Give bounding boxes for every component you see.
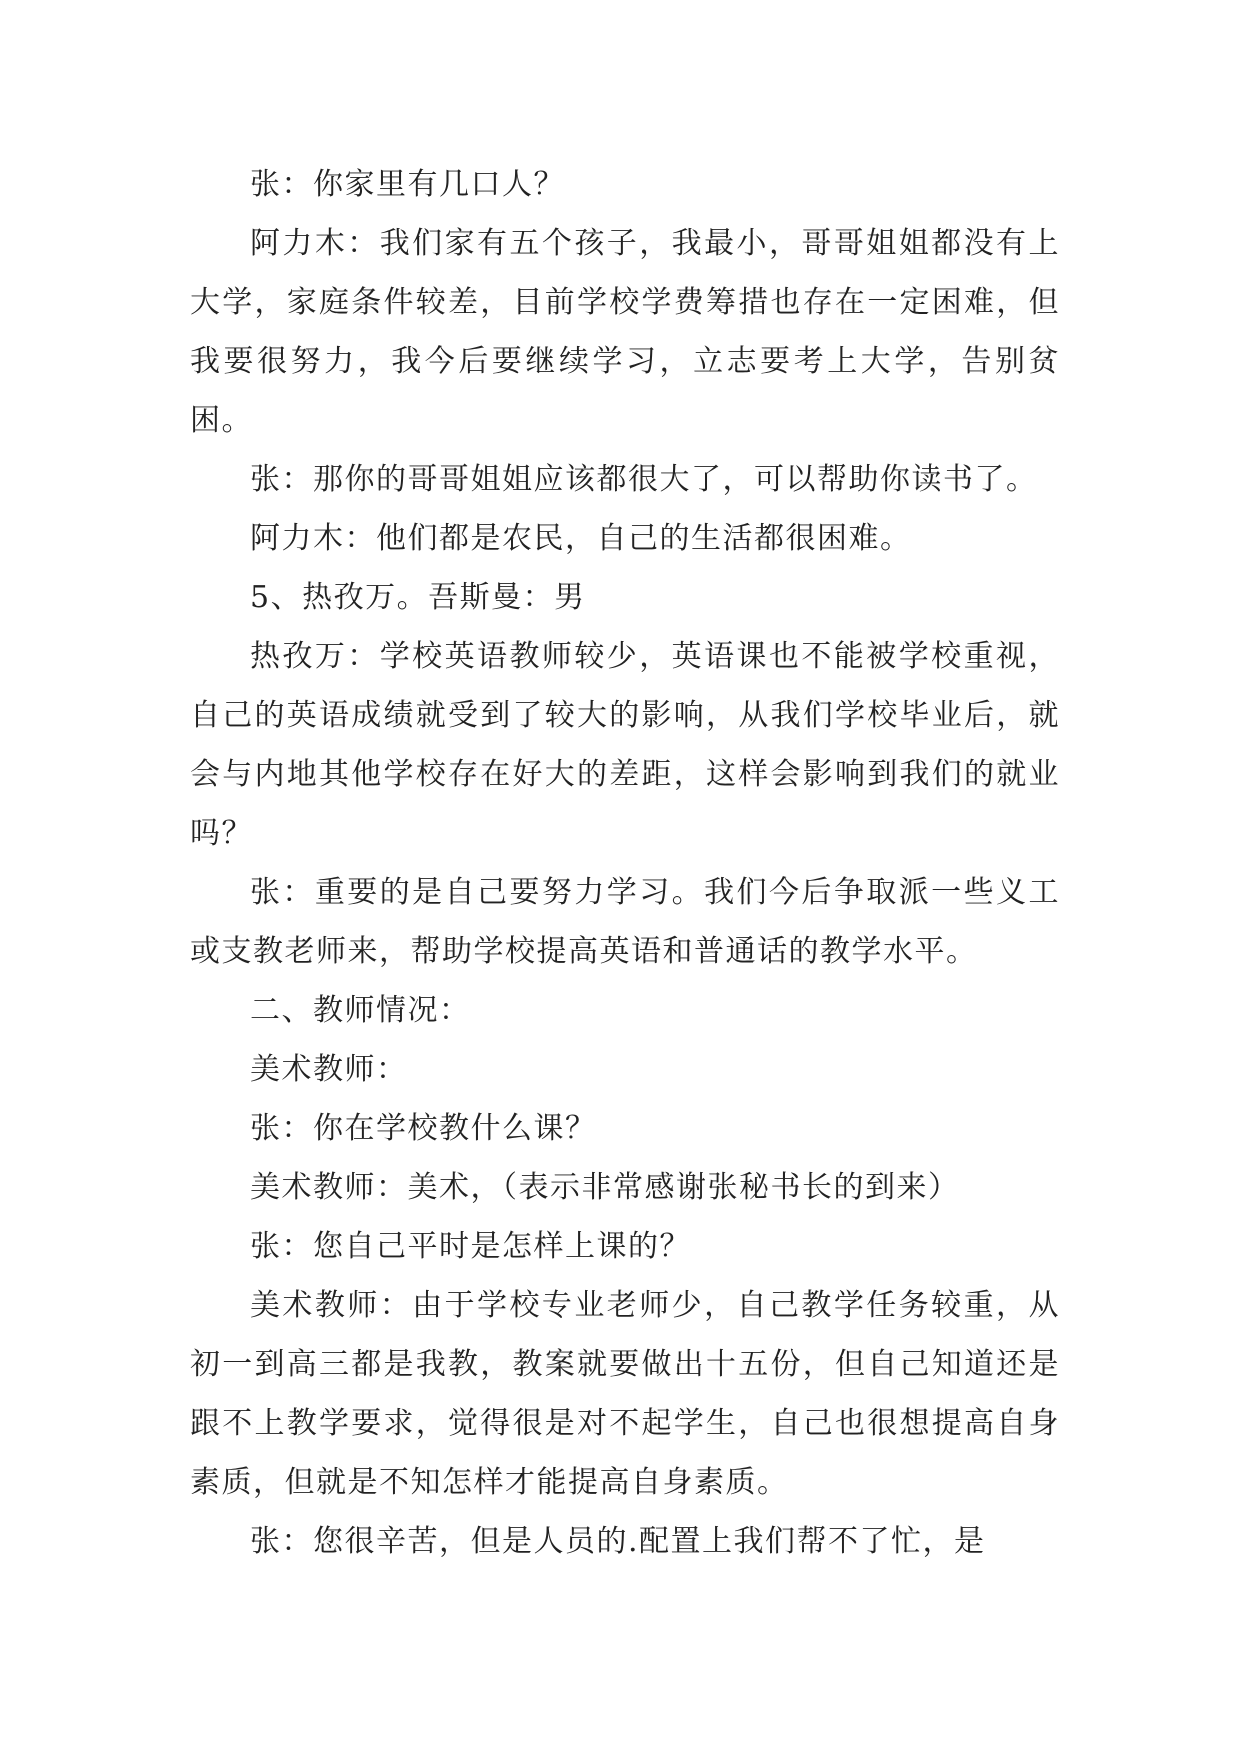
paragraph: 张：那你的哥哥姐姐应该都很大了，可以帮助你读书了。: [250, 462, 1038, 497]
paragraph: 阿力木：我们家有五个孩子，我最小，哥哥姐姐都没有上大学，家庭条件较差，目前学校学费筹措也存在一定困难，但我要很努力，我今后要继续学习，立志要考上大学，告别贫困。: [190, 226, 1060, 438]
paragraph: 张：重要的是自己要努力学习。我们今后争取派一些义工或支教老师来，帮助学校提高英语和普通话的教学水平。: [190, 875, 1060, 969]
paragraph: 美术教师：由于学校专业老师少，自己教学任务较重，从初一到高三都是我教，教案就要做出十五份，但自己知道还是跟不上教学要求，觉得很是对不起学生，自己也很想提高自身素质，但就是不知怎样才能提高自身素质。: [190, 1288, 1060, 1500]
paragraph: 5、热孜万。吾斯曼：男: [250, 580, 586, 615]
paragraph: 张：你家里有几口人？: [250, 167, 565, 202]
section-heading: 二、教师情况：: [250, 993, 471, 1028]
body-text: [190, 155, 1060, 1571]
paragraph: 热孜万：学校英语教师较少，英语课也不能被学校重视，自己的英语成绩就受到了较大的影响，从我们学校毕业后，就会与内地其他学校存在好大的差距，这样会影响到我们的就业吗？: [190, 639, 1060, 851]
paragraph: 张：您自己平时是怎样上课的？: [250, 1229, 691, 1264]
paragraph: 美术教师：: [250, 1052, 408, 1087]
paragraph: 张：你在学校教什么课？: [250, 1111, 597, 1146]
paragraph: 张：您很辛苦，但是人员的.配置上我们帮不了忙，是: [250, 1524, 986, 1559]
paragraph: 美术教师：美术，（表示非常感谢张秘书长的到来）: [250, 1170, 960, 1205]
paragraph: 阿力木：他们都是农民，自己的生活都很困难。: [250, 521, 912, 556]
